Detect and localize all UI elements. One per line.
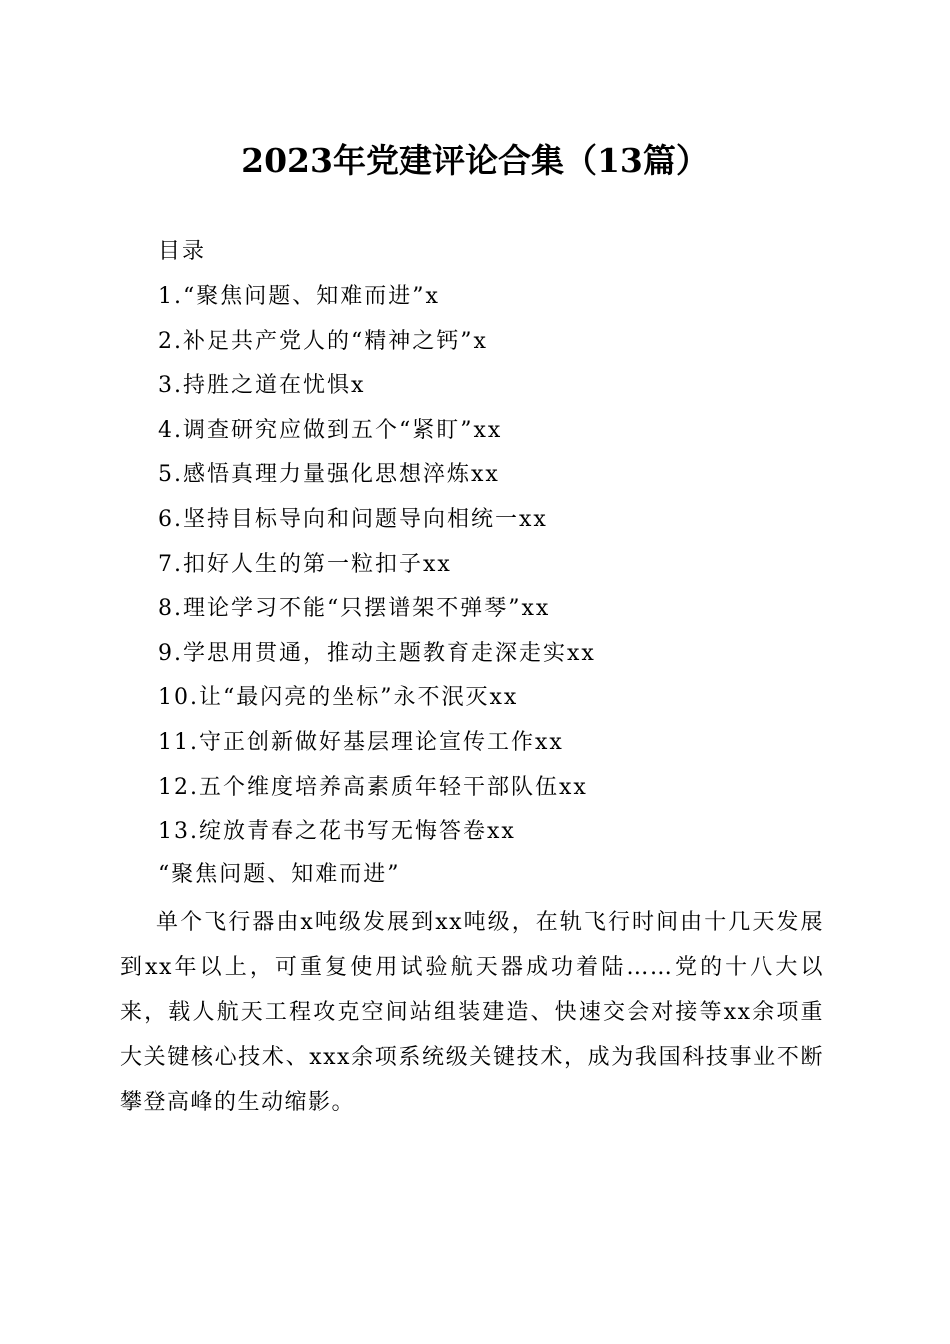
body-paragraph: 单个飞行器由x吨级发展到xx吨级，在轨飞行时间由十几天发展到xx年以上，可重复使用试验航天器成功着陆……党的十八大以来，载人航天工程攻克空间站组装建造、快速交会对接等xx余项重大关键核心技术、xxx余项系统级关键技术，成为我国科技事业不断攀登高峰的生动缩影。: [120, 910, 824, 1115]
toc-item: 4.调查研究应做到五个“紧盯”xx: [158, 417, 503, 443]
toc-heading: 目录: [158, 239, 207, 264]
toc-item: 1.“聚焦问题、知难而进”x: [158, 284, 440, 309]
toc-item: 9.学思用贯通，推动主题教育走深走实xx: [158, 640, 596, 666]
section-title: “聚焦问题、知难而进”: [158, 862, 401, 887]
toc-item: 6.坚持目标导向和问题导向相统一xx: [158, 506, 548, 532]
toc-item: 7.扣好人生的第一粒扣子xx: [158, 551, 452, 577]
toc-item: 10.让“最闪亮的坐标”永不泯灭xx: [158, 685, 519, 711]
toc-item: 11.守正创新做好基层理论宣传工作xx: [158, 729, 564, 755]
toc-item: 8.理论学习不能“只摆谱架不弹琴”xx: [158, 596, 551, 622]
toc-item: 13.绽放青春之花书写无悔答卷xx: [158, 819, 516, 845]
document-title: 2023年党建评论合集（13篇）: [241, 141, 709, 180]
toc-item: 3.持胜之道在忧惧x: [158, 373, 366, 399]
toc-item: 2.补足共产党人的“精神之钙”x: [158, 328, 488, 354]
toc-item: 12.五个维度培养高素质年轻干部队伍xx: [158, 774, 588, 800]
toc-item: 5.感悟真理力量强化思想淬炼xx: [158, 462, 500, 488]
toc-list: [158, 279, 596, 859]
